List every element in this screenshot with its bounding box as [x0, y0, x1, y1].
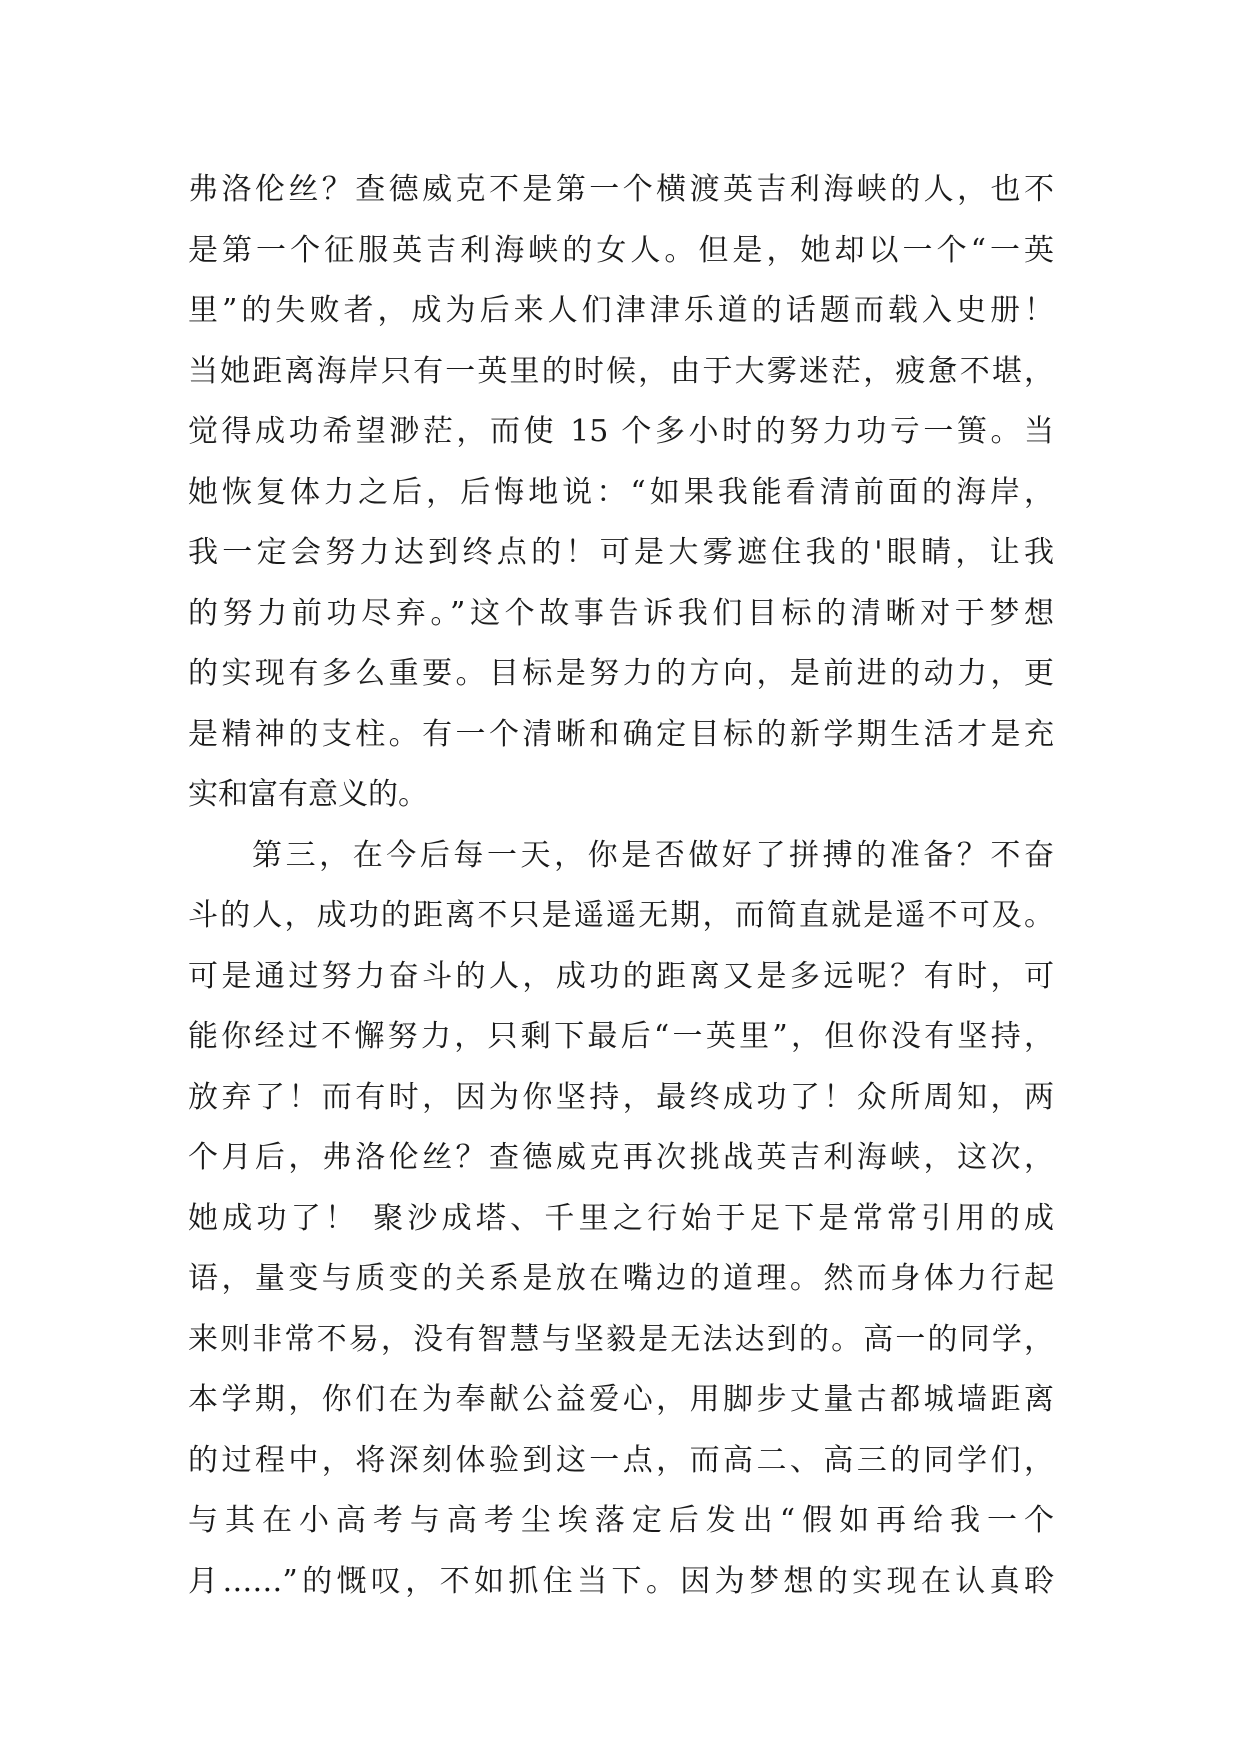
paragraph-first-line: 第三，在今后每一天，你是否做好了拼搏的准备？不奋 — [252, 837, 1054, 873]
text-line: 她成功了！ 聚沙成塔、千里之行始于足下是常常引用的成 — [188, 1200, 1054, 1236]
text-line: 的过程中，将深刻体验到这一点，而高二、高三的同学们， — [188, 1442, 1054, 1478]
text-line: 月……”的慨叹，不如抓住当下。因为梦想的实现在认真聆 — [188, 1563, 1054, 1599]
text-line: 能你经过不懈努力，只剩下最后“一英里”，但你没有坚持， — [188, 1019, 1054, 1054]
text-line: 来则非常不易，没有智慧与坚毅是无法达到的。高一的同学， — [188, 1321, 1054, 1357]
text-line: 觉得成功希望渺茫，而使 15 个多小时的努力功亏一篑。当 — [188, 414, 1054, 449]
text-line: 实和富有意义的。 — [188, 777, 428, 812]
text-line: 本学期，你们在为奉献公益爱心，用脚步丈量古都城墙距离 — [188, 1382, 1054, 1417]
text-line: 当她距离海岸只有一英里的时候，由于大雾迷茫，疲惫不堪， — [188, 353, 1054, 389]
text-line: 可是通过努力奋斗的人，成功的距离又是多远呢？有时，可 — [188, 958, 1054, 994]
text-line: 语，量变与质变的关系是放在嘴边的道理。然而身体力行起 — [188, 1261, 1054, 1296]
text-line: 放弃了！而有时，因为你坚持，最终成功了！众所周知，两 — [188, 1079, 1054, 1115]
text-line: 斗的人，成功的距离不只是遥遥无期，而简直就是遥不可及。 — [188, 898, 1054, 933]
text-line: 的努力前功尽弃。”这个故事告诉我们目标的清晰对于梦想 — [188, 595, 1054, 631]
text-line: 与其在小高考与高考尘埃落定后发出“假如再给我一个 — [188, 1503, 1054, 1538]
text-line: 的实现有多么重要。目标是努力的方向，是前进的动力，更 — [188, 656, 1054, 691]
text-line: 个月后，弗洛伦丝？查德威克再次挑战英吉利海峡，这次， — [188, 1140, 1054, 1175]
text-line: 她恢复体力之后，后悔地说：“如果我能看清前面的海岸， — [188, 474, 1054, 510]
text-line: 是第一个征服英吉利海峡的女人。但是，她却以一个“一英 — [188, 232, 1054, 268]
body-text — [188, 160, 1054, 1612]
text-line: 是精神的支柱。有一个清晰和确定目标的新学期生活才是充 — [188, 716, 1054, 752]
text-line: 里”的失败者，成为后来人们津津乐道的话题而载入史册！ — [188, 293, 1054, 328]
text-line: 我一定会努力达到终点的！可是大雾遮住我的'眼睛，让我 — [188, 535, 1054, 570]
text-line: 弗洛伦丝？查德威克不是第一个横渡英吉利海峡的人，也不 — [188, 172, 1054, 207]
